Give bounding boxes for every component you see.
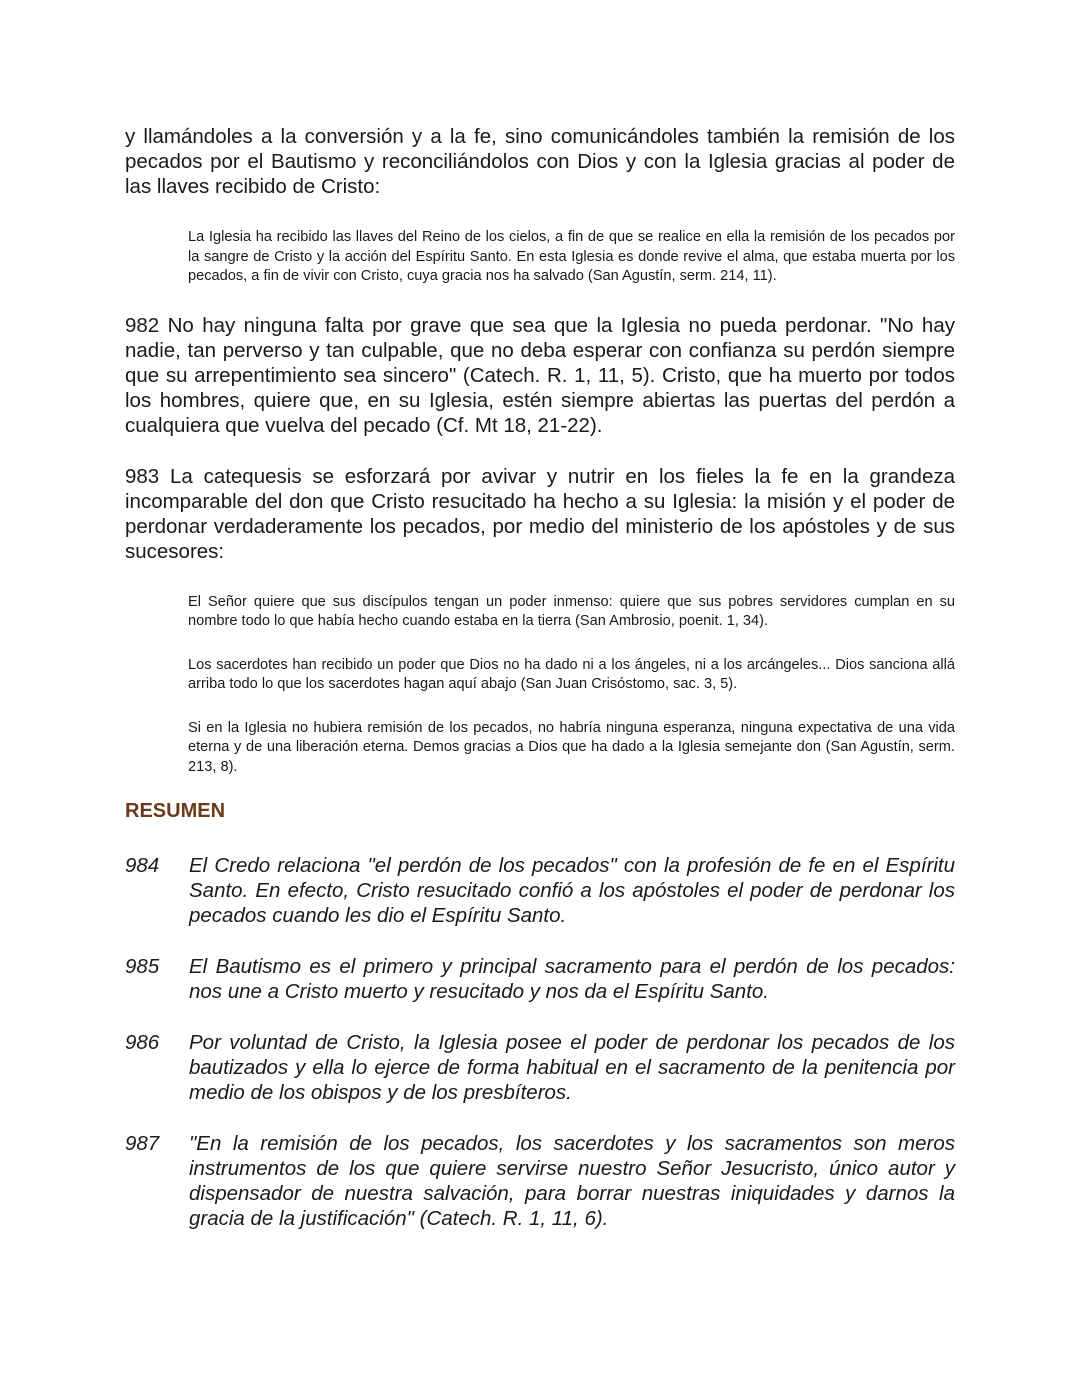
summary-number: 987 bbox=[125, 1132, 160, 1155]
summary-text: El Bautismo es el primero y principal sacramento para el perdón de los pecados: nos une a Cristo muerto y resucitado y nos da el Espíritu Santo. bbox=[189, 955, 955, 1003]
document-page bbox=[125, 124, 955, 1231]
summary-text: El Credo relaciona "el perdón de los pecados" con la profesión de fe en el Espíritu Santo. En efecto, Cristo resucitado confió a los apóstoles el poder de perdonar los pecados cuando les dio el Espíritu Santo. bbox=[189, 854, 955, 927]
summary-number: 984 bbox=[125, 854, 160, 877]
summary-item-984 bbox=[125, 853, 955, 928]
summary-text: Por voluntad de Cristo, la Iglesia posee el poder de perdonar los pecados de los bautizados y ella lo ejerce de forma habitual en el sacramento de la penitencia por medio de los obispos y de los presbíteros. bbox=[189, 1031, 955, 1104]
quote-augustine-214: La Iglesia ha recibido las llaves del Reino de los cielos, a fin de que se realice en ella la remisión de los pecados por la sangre de Cristo y la acción del Espíritu Santo. En esta Iglesia es donde revive el alma, que estaba muerta por los pecados, a fin de vivir con Cristo, cuya gracia nos ha salvado (San Agustín, serm. 214, 11). bbox=[188, 229, 955, 284]
quote-chrysostom: Los sacerdotes han recibido un poder que Dios no ha dado ni a los ángeles, ni a los arcángeles... Dios sanciona allá arriba todo lo que los sacerdotes hagan aquí abajo (San Juan Crisóstomo, sac. 3, 5). bbox=[188, 656, 955, 692]
summary-number: 985 bbox=[125, 955, 160, 978]
summary-item-985 bbox=[125, 954, 955, 1004]
paragraph-983: 983 La catequesis se esforzará por avivar y nutrir en los fieles la fe en la grandeza incomparable del don que Cristo resucitado ha hecho a su Iglesia: la misión y el poder de perdonar verdaderamente los pecados, por medio del ministerio de los apóstoles y de sus sucesores: bbox=[125, 464, 955, 563]
summary-heading: RESUMEN bbox=[125, 800, 226, 822]
summary-text: "En la remisión de los pecados, los sacerdotes y los sacramentos son meros instrumentos de los que quiere servirse nuestro Señor Jesucristo, único autor y dispensador de nuestra salvación, para borrar nuestras iniquidades y darnos la gracia de la justificación" (Catech. R. 1, 11, 6). bbox=[189, 1132, 955, 1230]
quote-augustine-213: Si en la Iglesia no hubiera remisión de los pecados, no habría ninguna esperanza, ninguna expectativa de una vida eterna y de una liberación eterna. Demos gracias a Dios que ha dado a la Iglesia semejante don (San Agustín, serm. 213, 8). bbox=[188, 719, 955, 775]
paragraph-982: 982 No hay ninguna falta por grave que sea que la Iglesia no pueda perdonar. "No hay nadie, tan perverso y tan culpable, que no deba esperar con confianza su perdón siempre que su arrepentimiento sea sincero" (Catech. R. 1, 11, 5). Cristo, que ha muerto por todos los hombres, quiere que, en su Iglesia, estén siempre abiertas las puertas del perdón a cualquiera que vuelva del pecado (Cf. Mt 18, 21-22). bbox=[125, 313, 955, 437]
summary-item-986 bbox=[125, 1030, 955, 1105]
intro-paragraph: y llamándoles a la conversión y a la fe, sino comunicándoles también la remisión de los pecados por el Bautismo y reconciliándolos con Dios y con la Iglesia gracias al poder de las llaves recibido de Cristo: bbox=[125, 125, 955, 198]
summary-number: 986 bbox=[125, 1031, 160, 1054]
summary-item-987 bbox=[125, 1131, 955, 1231]
quote-ambrose: El Señor quiere que sus discípulos tengan un poder inmenso: quiere que sus pobres servidores cumplan en su nombre todo lo que había hecho cuando estaba en la tierra (San Ambrosio, poenit. 1, 34). bbox=[188, 593, 955, 629]
